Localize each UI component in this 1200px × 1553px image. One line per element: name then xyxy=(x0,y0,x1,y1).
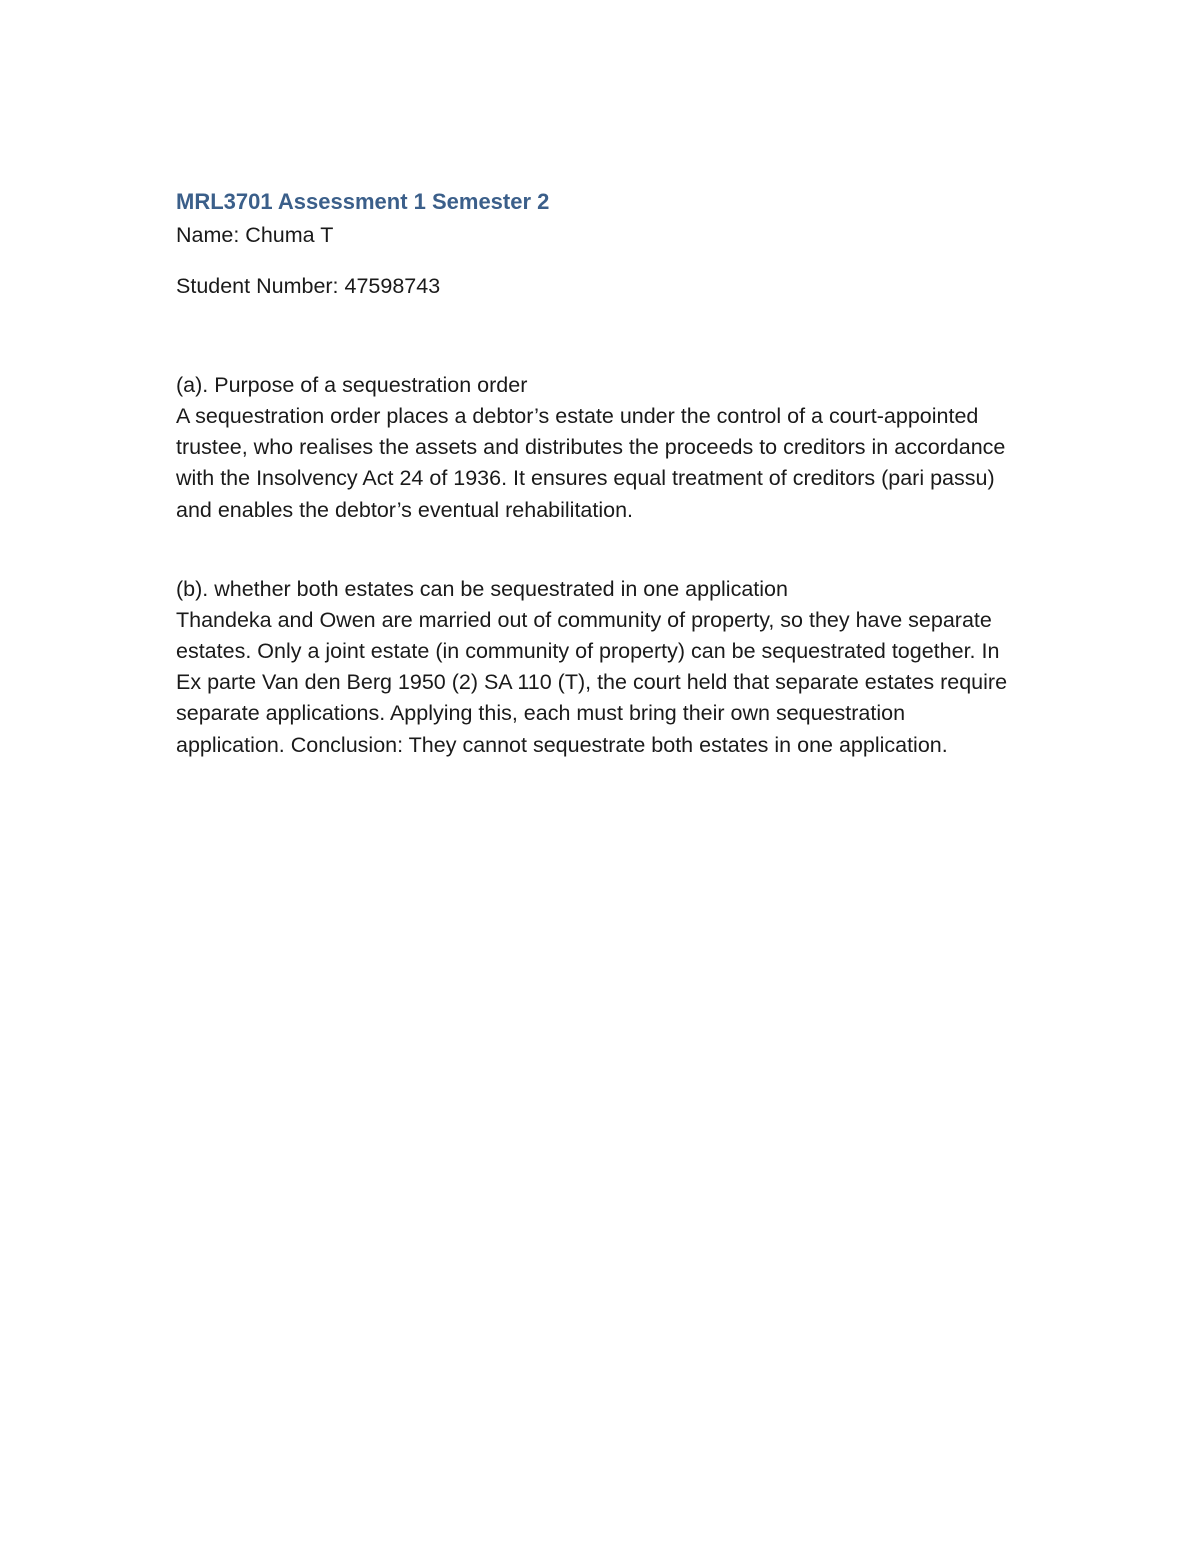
document-content xyxy=(176,186,1016,761)
student-number: Student Number: 47598743 xyxy=(176,274,441,298)
section-b-body: Thandeka and Owen are married out of community of property, so they have separate estates. Only a joint estate (in community of property) can be sequestrated together. In Ex parte Van den Berg 1950 (2) SA 110 (T), the court held that separate estates require separate applications. Applying this, each must bring their own sequestration application. Conclusion: They cannot sequestrate both estates in one application. xyxy=(176,607,1008,757)
student-name: Name: Chuma T xyxy=(176,223,334,247)
document-title: MRL3701 Assessment 1 Semester 2 xyxy=(176,189,550,214)
section-b-heading: (b). whether both estates can be sequestrated in one application xyxy=(176,576,788,601)
section-a-body: A sequestration order places a debtor’s estate under the control of a court-appointed trustee, who realises the assets and distributes the proceeds to creditors in accordance with the Insolvency Act 24 of 1936. It ensures equal treatment of creditors (pari passu) and enables the debtor’s eventual rehabilitation. xyxy=(176,404,1006,522)
section-a-heading: (a). Purpose of a sequestration order xyxy=(176,373,528,397)
